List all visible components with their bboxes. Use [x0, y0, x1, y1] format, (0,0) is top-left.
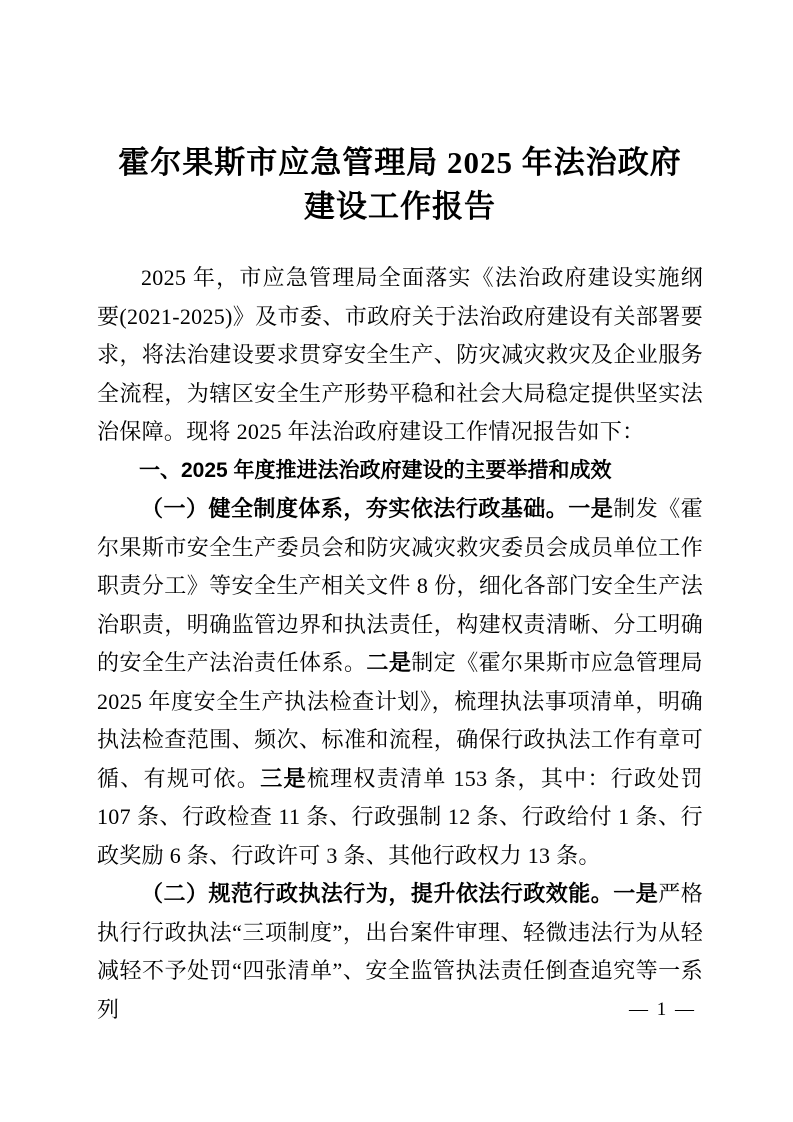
subsection-1-lead-bold: （一）健全制度体系，夯实依法行政基础。一是 [141, 496, 614, 521]
subsection-1-bold-2: 二是 [366, 650, 412, 675]
subsection-1-run-3: 梳理权责清单 153 条，其中：行政处罚 107 条、行政检查 11 条、行政强制 12 条、行政给付 1 条、行政奖励 6 条、行政许可 3 条、其他行政权力 13 条。 [97, 765, 703, 868]
section-1-heading: 一、2025 年度推进法治政府建设的主要举措和成效 [139, 458, 612, 482]
subsection-2-run-1: 严格执行行政执法“三项制度”，出台案件审理、轻微违法行为从轻减轻不予处罚“四张清单”、安全监管执法责任倒查追究等一系列 [97, 881, 703, 1022]
document-title [97, 141, 703, 229]
subsection-1-run-2: 制定《霍尔果斯市应急管理局 2025 年度安全生产执法检查计划》，梳理执法事项清单，明确执法检查范围、频次、标准和流程，确保行政执法工作有章可循、有规可依。 [97, 650, 703, 791]
document-title-line-2: 建设工作报告 [304, 189, 496, 224]
subsection-1-run-1: 制发《霍尔果斯市安全生产委员会和防灾减灾救灾委员会成员单位工作职责分工》等安全生产相关文件 8 份，细化各部门安全生产法治职责，明确监管边界和执法责任，构建权责清晰、分工明确的安全生产法治责任体系。 [97, 496, 703, 675]
document-title-line-1: 霍尔果斯市应急管理局 2025 年法治政府 [118, 145, 682, 180]
document-content [97, 141, 703, 1029]
subsection-2-paragraph [97, 875, 703, 1029]
intro-paragraph: 2025 年，市应急管理局全面落实《法治政府建设实施纲要(2021-2025)》及市委、市政府关于法治政府建设有关部署要求，将法治建设要求贯穿安全生产、防灾减灾救灾及企业服务全流程，为辖区安全生产形势平稳和社会大局稳定提供坚实法治保障。现将 2025 年法治政府建设工作情况报告如下： [97, 265, 703, 444]
subsection-2-lead-bold: （二）规范行政执法行为，提升依法行政效能。一是 [141, 881, 659, 906]
subsection-1-bold-3: 三是 [260, 765, 307, 791]
page-number: — 1 — [629, 999, 696, 1020]
subsection-1-paragraph [97, 490, 703, 875]
